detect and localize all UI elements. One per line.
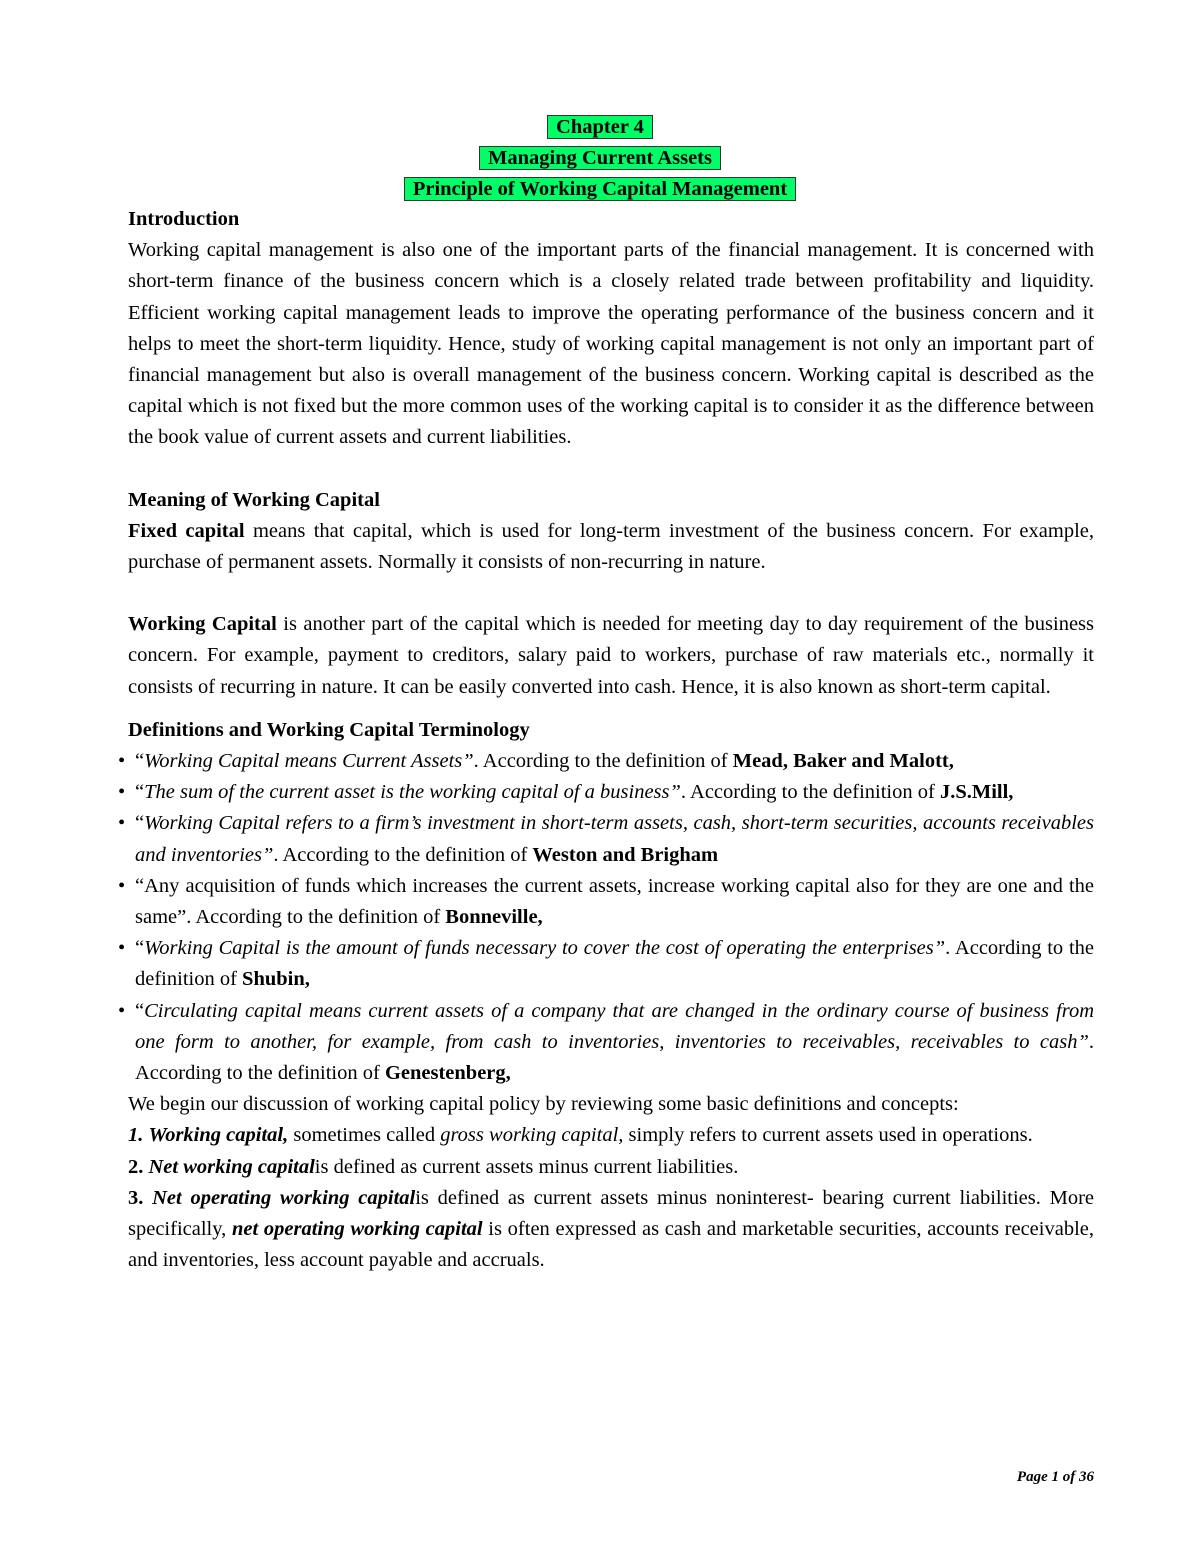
chapter-subtitle: Managing Current Assets <box>479 146 721 170</box>
definition-author: J.S.Mill, <box>939 781 1014 804</box>
definition-author: Weston and Brigham <box>532 843 719 866</box>
definitions-heading: Definitions and Working Capital Terminology <box>128 718 530 741</box>
concept-item: 1. Working capital, sometimes called gross working capital, simply refers to current assets used in operations. <box>128 1124 1033 1147</box>
intro-heading: Introduction <box>128 208 240 230</box>
concept-item: 3. Net operating working capitalis defined as current assets minus noninterest- bearing current liabilities. More specifically, net operating working capital is often expressed as cash and marketable securities, accounts receivable, and inventories, less account payable and accruals. <box>128 1186 1095 1272</box>
chapter-principle: Principle of Working Capital Management <box>404 177 796 201</box>
concepts-intro: We begin our discussion of working capital policy by reviewing some basic definitions and concepts: <box>128 1093 959 1116</box>
definition-author: Shubin, <box>242 968 310 991</box>
chapter-title: Chapter 4 <box>547 115 653 139</box>
definition-author: Bonneville, <box>445 906 543 929</box>
intro-paragraph: Working capital management is also one of the important parts of the financial management. It is concerned with short-term finance of the business concern which is a closely related trade between profitability and liquidity. Efficient working capital management leads to improve the operating performance of the business concern and it helps to meet the short-term liquidity. Hence, study of working capital management is not only an important part of financial management but also is overall management of the business concern. Working capital is described as the capital which is not fixed but the more common uses of the working capital is to consider it as the difference between the book value of current assets and current liabilities. <box>128 239 1094 449</box>
definition-item: • “Any acquisition of funds which increases the current assets, increase working capital also for they are one and the same”. According to the definition of Bonneville, <box>118 874 1094 929</box>
definition-item: • “Working Capital refers to a firm’s investment in short-term assets, cash, short-term securities, accounts receivables and inventories”. According to the definition of Weston and Brigham <box>118 812 1094 866</box>
fixed-capital-term: Fixed capital <box>128 519 245 542</box>
definition-item: • “Circulating capital means current assets of a company that are changed in the ordinary course of business from one form to another, for example, from cash to inventories, inventories to receivables, receivables to cash”. According to the definition of Genestenberg, <box>118 999 1094 1085</box>
page-number: Page 1 of 36 <box>1016 1469 1094 1485</box>
document-body <box>118 204 1095 1277</box>
working-capital-paragraph: Working Capital is another part of the capital which is needed for meeting day to day requirement of the business concern. For example, payment to creditors, salary paid to workers, purchase of raw materials etc., normally it consists of recurring in nature. It can be easily converted into cash. Hence, it is also known as short-term capital. <box>128 613 1094 698</box>
definition-item: • “Working Capital is the amount of funds necessary to cover the cost of operating the enterprises”. According to the definition of Shubin, <box>118 937 1094 991</box>
working-capital-term: Working Capital <box>128 613 277 636</box>
chapter-titles <box>0 112 1200 205</box>
meaning-heading: Meaning of Working Capital <box>128 488 380 511</box>
concept-item: 2. Net working capitalis defined as current assets minus current liabilities. <box>128 1155 739 1178</box>
definition-author: Genestenberg, <box>384 1062 511 1085</box>
fixed-capital-paragraph: Fixed capital means that capital, which is used for long-term investment of the business concern. For example, purchase of permanent assets. Normally it consists of non-recurring in nature. <box>128 519 1094 574</box>
definition-author: Mead, Baker and Malott, <box>732 750 954 773</box>
definition-item: • “The sum of the current asset is the working capital of a business”. According to the definition of J.S.Mill, <box>118 781 1014 804</box>
definition-item: • “Working Capital means Current Assets”. According to the definition of Mead, Baker and Malott, <box>118 750 954 773</box>
